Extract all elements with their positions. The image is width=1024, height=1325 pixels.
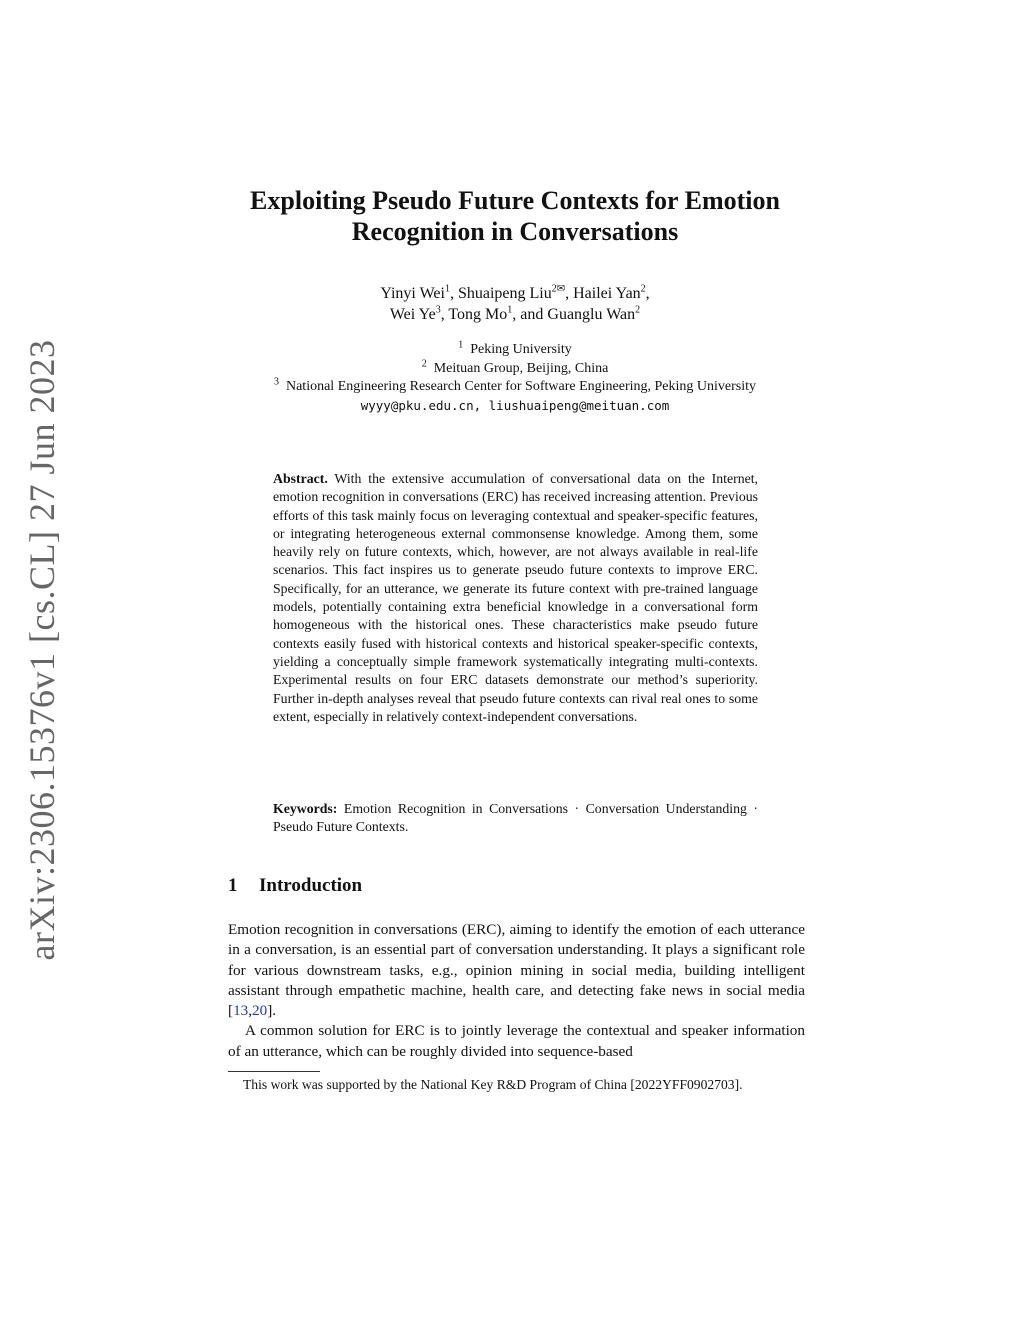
affiliation-list xyxy=(200,341,830,415)
author-line-1 xyxy=(200,283,830,304)
author-affil-mark: 2 xyxy=(635,304,641,316)
footnote-rule xyxy=(228,1071,320,1072)
author-affil-mark: 3 xyxy=(435,304,441,316)
affiliation-mark: 1 xyxy=(458,339,464,351)
section-title: Introduction xyxy=(259,875,363,896)
citation-separator: , xyxy=(248,1002,253,1020)
keywords xyxy=(273,800,758,837)
affiliation-mark: 3 xyxy=(273,376,279,388)
keywords-text: Emotion Recognition in Conversations · Conversation Understanding · Pseudo Future Contexts. xyxy=(273,801,758,835)
paragraph-2: A common solution for ERC is to jointly leverage the contextual and speaker information of an utterance, which can be roughly divided into sequence-based xyxy=(228,1022,805,1060)
paper-title xyxy=(160,185,870,247)
footnote: This work was supported by the National Key R&D Program of China [2022YFF0902703]. xyxy=(243,1077,743,1092)
paragraph-text: ]. xyxy=(267,1002,277,1020)
author-affil-mark: 2 xyxy=(640,283,646,295)
author-name: , Hailei Yan xyxy=(565,285,641,302)
paragraph-text: Emotion recognition in conversations (ERC), aiming to identify the emotion of each utterance in a conversation, is an essential part of conversation understanding. It plays a significant role for various downstream tasks, e.g., opinion mining in social media, building intelligent assistant through empathetic machine, health care, and detecting fake news in social media [ xyxy=(228,921,805,1020)
section-number: 1 xyxy=(228,875,238,896)
affiliation-text: Peking University xyxy=(470,342,572,357)
introduction-body xyxy=(228,920,805,1062)
author-list xyxy=(200,283,830,325)
affiliation-3 xyxy=(200,378,830,397)
title-line-1: Exploiting Pseudo Future Contexts for Emotion xyxy=(250,186,780,215)
abstract xyxy=(273,470,758,726)
author-line-2 xyxy=(200,304,830,325)
author-name: , and Guanglu Wan xyxy=(512,306,636,323)
affiliation-text: National Engineering Research Center for Software Engineering, Peking University xyxy=(285,379,757,394)
author-separator: , xyxy=(645,285,650,302)
keywords-label: Keywords: xyxy=(273,801,338,816)
abstract-label: Abstract. xyxy=(273,471,328,486)
author-affil-mark: 1 xyxy=(444,283,450,295)
arxiv-identifier: arXiv:2306.15376v1 [cs.CL] 27 Jun 2023 xyxy=(22,339,62,961)
citation-link[interactable]: 13 xyxy=(233,1002,249,1020)
abstract-text: With the extensive accumulation of conversational data on the Internet, emotion recognition in conversations (ERC) has received increasing attention. Previous efforts of this task mainly focus on leveraging contextual and speaker-specific features, or integrating heterogeneous external commonsense knowledge. Among them, some heavily rely on future contexts, which, however, are not always available in real-life scenarios. This fact inspires us to generate pseudo future contexts to improve ERC. Specifically, for an utterance, we generate its future context with pre-trained language models, potentially containing extra beneficial knowledge in a conversational form homogeneous with the historical ones. These characteristics make pseudo future contexts easily fused with historical contexts and historical speaker-specific contexts, yielding a conceptually simple framework systematically integrating multi-contexts. Experimental results on four ERC datasets demonstrate our method’s superiority. Further in-depth analyses reveal that pseudo future contexts can rival real ones to some extent, especially in relatively context-independent conversations. xyxy=(273,471,759,724)
section-heading xyxy=(228,874,628,898)
author-name: , Tong Mo xyxy=(440,306,508,323)
affiliation-mark: 2 xyxy=(421,357,427,369)
affiliation-1 xyxy=(200,341,830,360)
author-affil-mark: 1 xyxy=(507,304,513,316)
author-affil-mark: 2✉ xyxy=(551,283,566,295)
author-name: Yinyi Wei xyxy=(380,285,445,302)
affiliation-text: Meituan Group, Beijing, China xyxy=(433,360,609,376)
affiliation-2 xyxy=(200,357,830,379)
author-name: Wei Ye xyxy=(389,306,436,323)
title-line-2: Recognition in Conversations xyxy=(351,217,679,246)
author-name: , Shuaipeng Liu xyxy=(449,285,552,302)
citation-link[interactable]: 20 xyxy=(252,1002,268,1020)
author-emails: wyyy@pku.edu.cn, liushuaipeng@meituan.com xyxy=(360,397,670,413)
paragraph-1 xyxy=(228,920,805,1021)
